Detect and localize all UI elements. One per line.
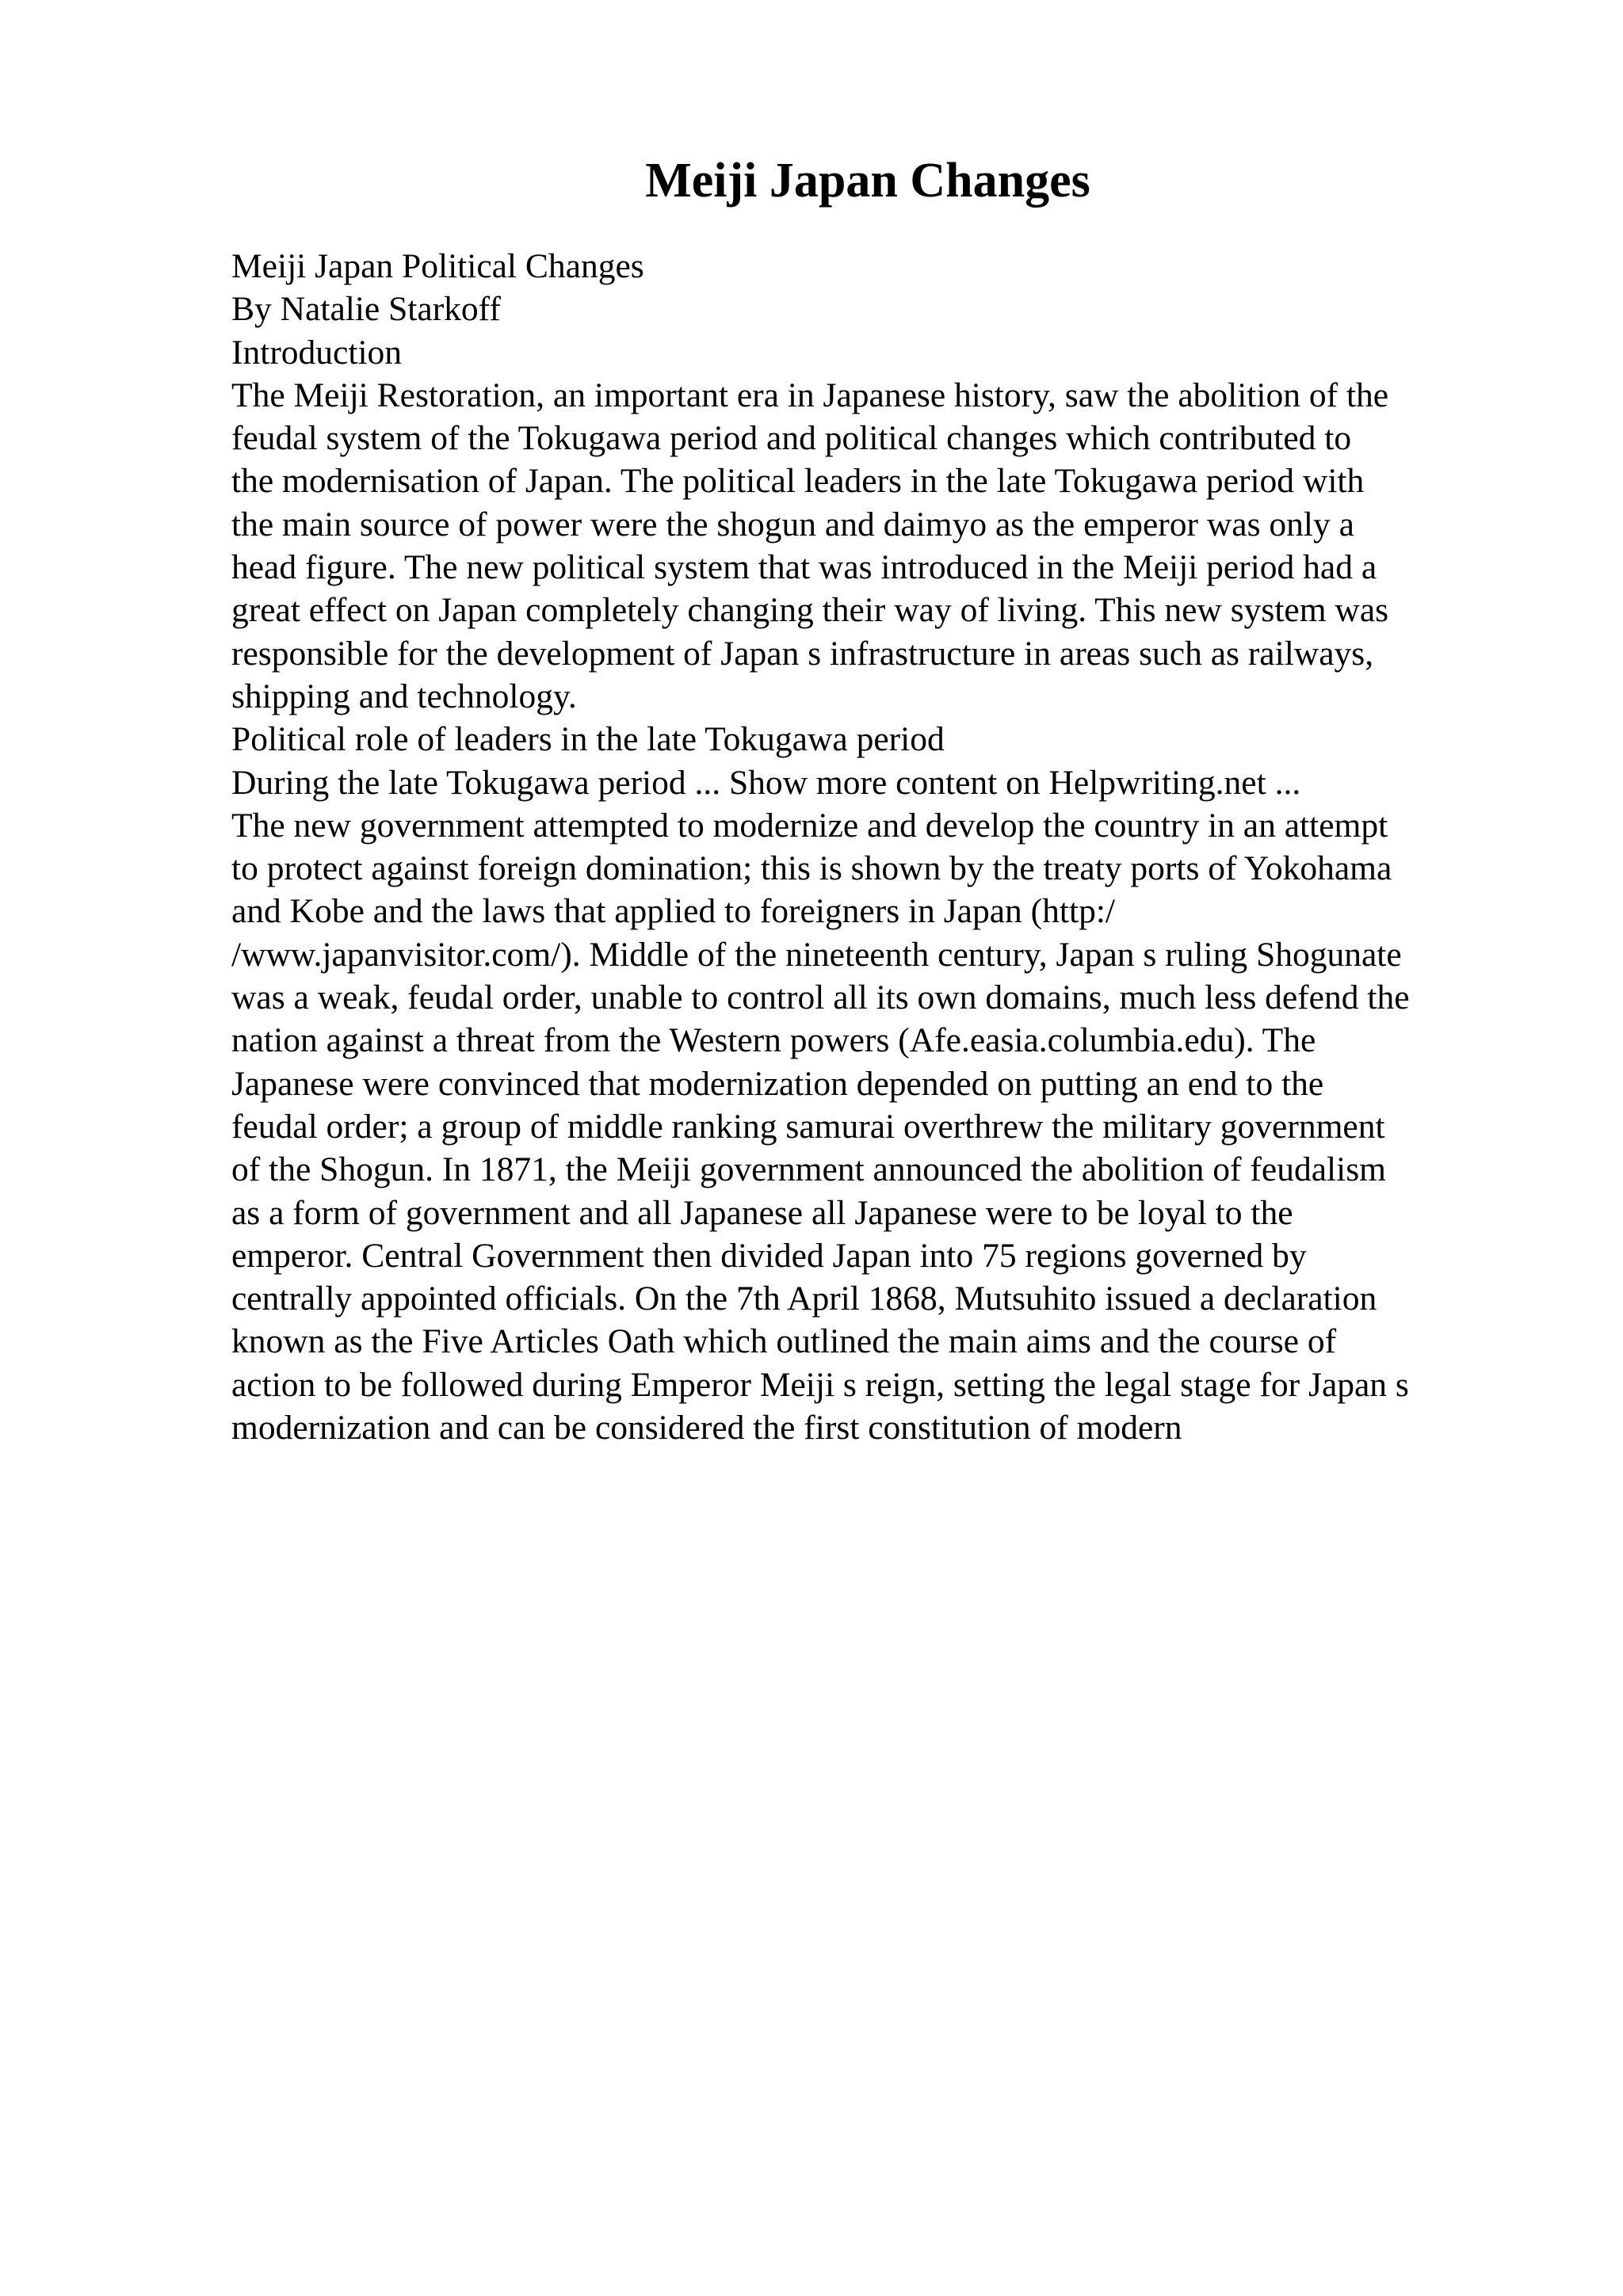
document-title: Meiji Japan Changes [645,154,1090,208]
text-line: Japanese were convinced that modernization depended on putting an end to the [231,1064,1324,1103]
text-line: feudal order; a group of middle ranking samurai overthrew the military government [231,1107,1385,1146]
text-line: /www.japanvisitor.com/). Middle of the nineteenth century, Japan s ruling Shogunate [231,935,1402,974]
text-line: the modernisation of Japan. The political leaders in the late Tokugawa period with [231,462,1365,501]
text-line: the main source of power were the shogun and daimyo as the emperor was only a [231,505,1354,543]
text-line: shipping and technology. [231,677,577,715]
subtitle-line: Meiji Japan Political Changes [231,247,644,285]
text-line: great effect on Japan completely changing their way of living. This new system was [231,591,1389,630]
document-body [231,245,1515,1449]
text-line: feudal system of the Tokugawa period and political changes which contributed to [231,419,1352,458]
text-line-truncation: During the late Tokugawa period ... Show more content on Helpwriting.net ... [231,763,1301,802]
author-line: By Natalie Starkoff [231,290,501,329]
text-line: was a weak, feudal order, unable to control all its own domains, much less defend the [231,978,1410,1017]
text-line: and Kobe and the laws that applied to foreigners in Japan (http:/ [231,892,1115,931]
text-line: known as the Five Articles Oath which outlined the main aims and the course of [231,1322,1337,1361]
text-line: emperor. Central Government then divided Japan into 75 regions governed by [231,1236,1307,1275]
text-line: head figure. The new political system that was introduced in the Meiji period had a [231,548,1377,587]
text-line: as a form of government and all Japanese all Japanese were to be loyal to the [231,1193,1293,1232]
text-line: action to be followed during Emperor Meiji s reign, setting the legal stage for Japan s [231,1365,1409,1404]
text-line: The Meiji Restoration, an important era in Japanese history, saw the abolition of the [231,376,1389,414]
text-line: The new government attempted to modernize and develop the country in an attempt [231,806,1388,845]
text-line: centrally appointed officials. On the 7th April 1868, Mutsuhito issued a declaration [231,1280,1377,1318]
text-line: modernization and can be considered the first constitution of modern [231,1409,1182,1447]
text-line: to protect against foreign domination; this is shown by the treaty ports of Yokohama [231,849,1392,888]
section-heading-political-role: Political role of leaders in the late Tokugawa period [231,720,945,759]
text-line: of the Shogun. In 1871, the Meiji government announced the abolition of feudalism [231,1150,1386,1189]
text-line: responsible for the development of Japan s infrastructure in areas such as railways, [231,634,1374,673]
text-line: nation against a threat from the Western powers (Afe.easia.columbia.edu). The [231,1021,1316,1060]
section-heading-introduction: Introduction [231,333,403,372]
